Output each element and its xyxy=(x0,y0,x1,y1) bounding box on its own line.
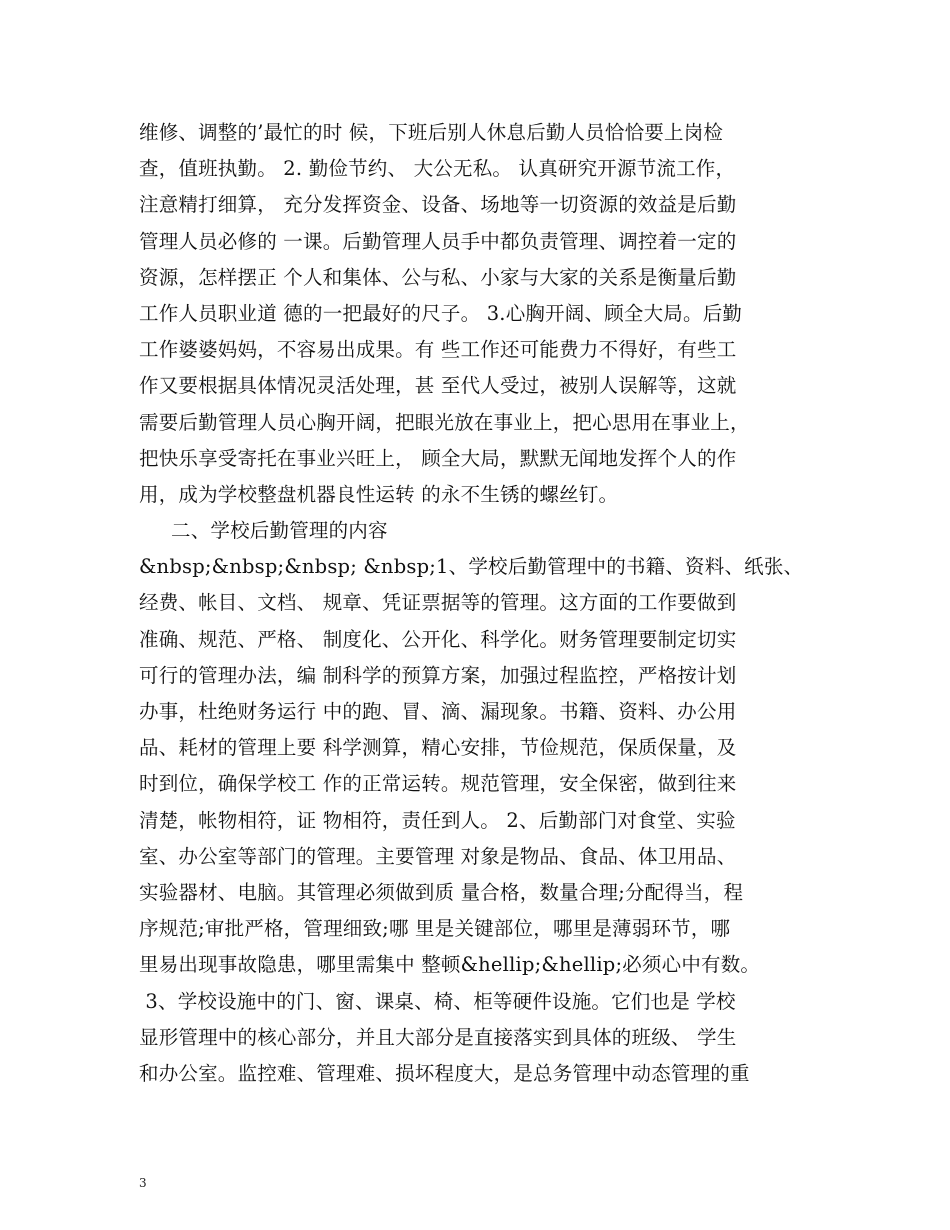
paragraph-line: 里易出现事故隐患，哪里需集中 整顿&hellip;&hellip;必须心中有数。 xyxy=(139,953,761,977)
paragraph-line: 用，成为学校整盘机器良性运转 的永不生锈的螺丝钉。 xyxy=(139,482,619,506)
paragraph-line: 把快乐享受寄托在事业兴旺上， 顾全大局，默默无闻地发挥个人的作 xyxy=(139,446,737,470)
paragraph-line: 管理人员必修的 一课。后勤管理人员手中都负责管理、调控着一定的 xyxy=(139,229,737,253)
paragraph-line: 和办公室。监控难、管理难、损坏程度大，是总务管理中动态管理的重 xyxy=(139,1061,750,1085)
paragraph-line: 办事，杜绝财务运行 中的跑、冒、滴、漏现象。书籍、资料、办公用 xyxy=(139,700,737,723)
section-heading: 二、学校后勤管理的内容 xyxy=(171,519,388,543)
paragraph-line: &nbsp;&nbsp;&nbsp; &nbsp;1、学校后勤管理中的书籍、资料、纸张、 xyxy=(139,555,804,579)
paragraph-line: 资源，怎样摆正 个人和集体、公与私、小家与大家的关系是衡量后勤 xyxy=(139,265,737,289)
paragraph-line: 室、办公室等部门的管理。主要管理 对象是物品、食品、体卫用品、 xyxy=(139,844,737,868)
paragraph-line: 准确、规范、严格、 制度化、公开化、科学化。财务管理要制定切实 xyxy=(139,627,737,651)
paragraph-line: 3、学校设施中的门、窗、课桌、椅、柜等硬件设施。它们也是 学校 xyxy=(139,989,736,1013)
paragraph-line: 注意精打细算， 充分发挥资金、设备、场地等一切资源的效益是后勤 xyxy=(139,193,737,217)
paragraph-line: 经费、帐目、文档、 规章、凭证票据等的管理。这方面的工作要做到 xyxy=(139,591,737,615)
paragraph-line: 作又要根据具体情况灵活处理，甚 至代人受过，被别人误解等，这就 xyxy=(139,374,737,398)
paragraph-line: 时到位，确保学校工 作的正常运转。规范管理，安全保密，做到往来 xyxy=(139,772,737,796)
page-number: 3 xyxy=(139,1176,147,1190)
paragraph-line: 工作婆婆妈妈，不容易出成果。有 些工作还可能费力不得好，有些工 xyxy=(139,338,737,362)
paragraph-line: 清楚，帐物相符，证 物相符，责任到人。 2、后勤部门对食堂、实验 xyxy=(139,808,736,832)
paragraph-line: 实验器材、电脑。其管理必须做到质 量合格，数量合理;分配得当，程 xyxy=(139,880,744,904)
paragraph-line: 可行的管理办法，编 制科学的预算方案，加强过程监控，严格按计划 xyxy=(139,663,737,687)
paragraph-line: 显形管理中的核心部分，并且大部分是直接落实到具体的班级、 学生 xyxy=(139,1025,737,1049)
paragraph-line: 需要后勤管理人员心胸开阔，把眼光放在事业上，把心思用在事业上， xyxy=(139,410,750,434)
paragraph-line: 序规范;审批严格，管理细致;哪 里是关键部位，哪里是薄弱环节，哪 xyxy=(139,917,731,941)
paragraph-line: 工作人员职业道 德的一把最好的尺子。 3.心胸开阔、顾全大局。后勤 xyxy=(139,301,743,325)
paragraph-line: 维修、调整的’最忙的时 候，下班后别人休息后勤人员恰恰要上岗检 xyxy=(139,121,724,144)
body-text xyxy=(139,115,839,1092)
paragraph-line: 品、耗材的管理上要 科学测算，精心安排，节俭规范，保质保量，及 xyxy=(139,736,737,760)
paragraph-line: 查，值班执勤。 2. 勤俭节约、 大公无私。 认真研究开源节流工作， xyxy=(139,157,736,181)
